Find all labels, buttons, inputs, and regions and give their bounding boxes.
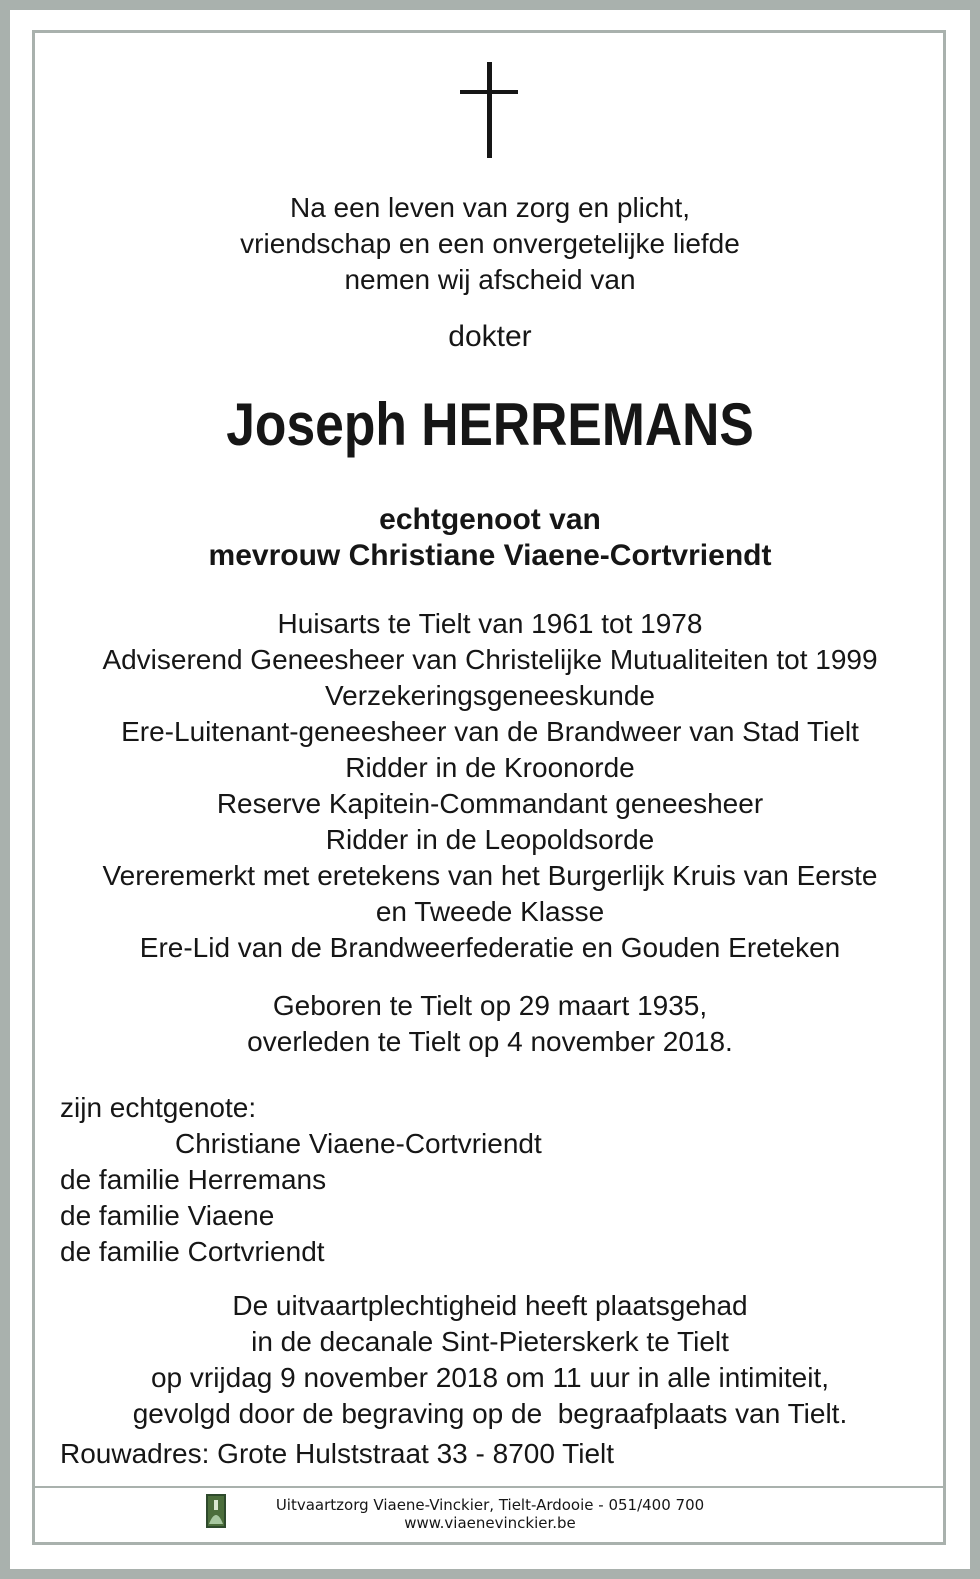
mourner-family: de familie Viaene xyxy=(60,1200,275,1231)
funeral-line: in de decanale Sint-Pieterskerk te Tielt xyxy=(251,1326,729,1357)
death-date: overleden te Tielt op 4 november 2018. xyxy=(247,1026,733,1057)
footer-divider xyxy=(35,1486,943,1488)
funeral-line: gevolgd door de begraving op de begraafplaats van Tielt. xyxy=(132,1398,848,1429)
obituary-card xyxy=(10,10,970,1569)
funeral-home-website[interactable]: www.viaenevinckier.be xyxy=(404,1514,576,1532)
credential-item: Ere-Luitenant-geneesheer van de Brandweer van Stad Tielt xyxy=(121,716,859,747)
intro-line: vriendschap en een onvergetelijke liefde xyxy=(240,228,740,259)
funeral-line: op vrijdag 9 november 2018 om 11 uur in alle intimiteit, xyxy=(150,1362,830,1393)
spouse-relation xyxy=(10,502,970,574)
life-dates xyxy=(10,988,970,1060)
credential-item: Verzekeringsgeneeskunde xyxy=(324,680,655,711)
credential-item: Reserve Kapitein-Commandant geneesheer xyxy=(216,788,764,819)
credential-item: Ridder in de Leopoldsorde xyxy=(325,824,655,855)
honorific-title: dokter xyxy=(448,320,532,353)
cross-icon xyxy=(460,62,520,160)
spouse-line: mevrouw Christiane Viaene-Cortvriendt xyxy=(208,539,772,572)
credential-item: Ere-Lid van de Brandweerfederatie en Gouden Ereteken xyxy=(139,932,841,963)
mourning-address: Rouwadres: Grote Hulststraat 33 - 8700 Tielt xyxy=(60,1438,615,1469)
deceased-name: Joseph HERREMANS xyxy=(226,391,754,458)
mourners-list xyxy=(60,1090,542,1270)
credentials-list xyxy=(10,606,970,966)
funeral-home-info xyxy=(230,1496,750,1532)
credential-item: Huisarts te Tielt van 1961 tot 1978 xyxy=(277,608,703,639)
credential-item: Vereremerkt met eretekens van het Burgerlijk Kruis van Eerste xyxy=(102,860,878,891)
intro-text xyxy=(10,190,970,298)
credential-item: Adviserend Geneesheer van Christelijke Mutualiteiten tot 1999 xyxy=(102,644,878,675)
mourners-label: zijn echtgenote: xyxy=(60,1092,257,1123)
funeral-home-contact: Uitvaartzorg Viaene-Vinckier, Tielt-Ardooie - 051/400 700 xyxy=(275,1496,705,1514)
mourner-family: de familie Cortvriendt xyxy=(60,1236,325,1267)
funeral-details xyxy=(10,1288,970,1432)
birth-date: Geboren te Tielt op 29 maart 1935, xyxy=(272,990,708,1021)
mourner-family: de familie Herremans xyxy=(60,1164,327,1195)
mourner-spouse: Christiane Viaene-Cortvriendt xyxy=(175,1128,542,1159)
funeral-home-logo xyxy=(206,1494,226,1528)
credential-item: Ridder in de Kroonorde xyxy=(345,752,635,783)
intro-line: Na een leven van zorg en plicht, xyxy=(289,192,691,223)
intro-line: nemen wij afscheid van xyxy=(344,264,636,295)
credential-item: en Tweede Klasse xyxy=(375,896,605,927)
spouse-line: echtgenoot van xyxy=(379,503,601,536)
funeral-line: De uitvaartplechtigheid heeft plaatsgehad xyxy=(232,1290,748,1321)
